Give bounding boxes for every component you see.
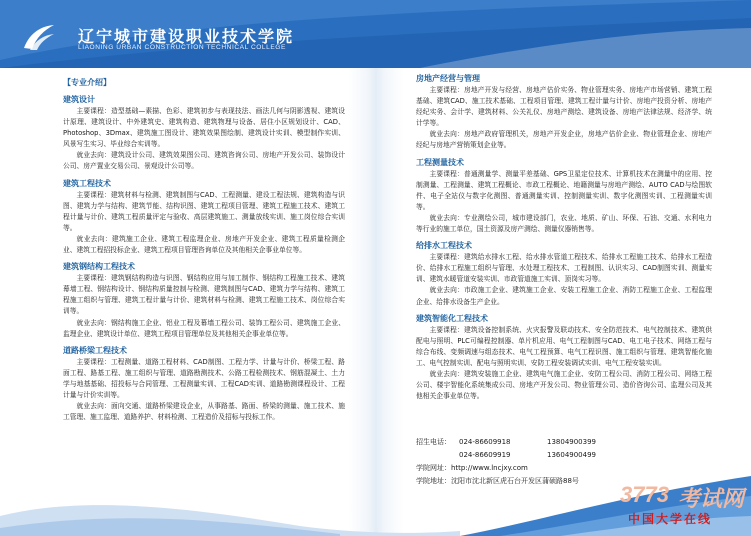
major-courses: 主要课程：普通测量学、测量平差基础、GPS卫星定位技术、计算机技术在测量中的应用、控制测量、工程测量、建筑工程概论、市政工程概论、地籍测量与房地产测绘、AUTO CAD与绘图软件、电子全站仪与数字化测图、普通测量实训、控制测量实训、数字化测图实训、工程测量实训等。 <box>416 169 712 211</box>
major-employment: 就业去向：建筑安装施工企业、建筑电气施工企业、安防工程公司、消防工程公司、网络工程公司、楼宇智能化系统集成公司、房地产开发公司、物业管理公司、造价咨询公司、监理公司及其他相关企事业单位等。 <box>416 369 712 401</box>
website-label: 学院网址： <box>416 464 451 472</box>
major-courses: 主要课程：建筑设备控制系统、火灾报警及联动技术、安全防范技术、电气控制技术、建筑供配电与照明、PLC可编程控制器、单片机应用、电气工程制图与CAD、电工电子技术、网络工程与综合布线、变频调速与组态技术、电气工程预算、电气工程识图、施工组织与管理、建筑智能化施工、电气控制实训、配电与照明实训、安防工程安装调试实训、电气工程安装实训。 <box>416 325 712 367</box>
phone-number: 13804900399 <box>547 438 596 446</box>
major-block <box>63 344 345 424</box>
major-block <box>416 312 712 403</box>
address-value: 沈阳市沈北新区虎石台开发区蒲硕路88号 <box>451 477 579 485</box>
right-column <box>416 70 712 406</box>
major-title: 建筑工程技术 <box>63 178 111 188</box>
phone-number: 13604900499 <box>547 451 596 459</box>
left-column <box>63 76 345 427</box>
major-block <box>416 156 712 236</box>
school-name-english: LIAONING URBAN CONSTRUCTION TECHNICAL COLLEGE <box>78 44 286 51</box>
section-label: 【专业介绍】 <box>63 78 111 87</box>
page-header <box>0 0 751 68</box>
address-label: 学院地址： <box>416 477 451 485</box>
watermark-site: 中国大学在线 <box>628 512 713 526</box>
major-employment: 就业去向：专业测绘公司，城市建设部门，农业、地质、矿山、环保、石油、交通、水利电力等行业的施工单位，国土资源及房产测绘、测量仪器销售等。 <box>416 213 712 234</box>
major-courses: 主要课程：造型基础—素描、色彩、建筑初步与表现技法、画法几何与阴影透视、建筑设计原理、建筑设计、中外建筑史、建筑构造、建筑物理与设备、居住小区规划设计、CAD、Photoshop、3Dmax、建筑施工图设计、建筑效果图绘制、建筑设计实训、模型制作实训、风景写生实习、毕业综合实训等。 <box>63 107 345 149</box>
major-courses: 主要课程：工程测量、道路工程材料、CAD制图、工程力学、计量与计价、桥梁工程、路面工程、路基工程、施工组织与管理、道路勘测技术、公路工程检测技术、钢筋混凝土、土力学与地基基础、招投标与合同管理、工程测量实训、工程CAD实训、道路勘测课程设计、工程计量与计价实训等。 <box>63 357 345 399</box>
contact-info <box>416 436 596 488</box>
major-employment: 就业去向：建筑设计公司、建筑效果图公司、建筑咨询公司、房地产开发公司、装饰设计公司、房产置业交易公司、景观设计公司等。 <box>63 151 345 171</box>
bottom-left-wave <box>0 476 460 536</box>
major-title: 给排水工程技术 <box>416 241 472 251</box>
major-employment: 就业去向：房地产政府管理机关，房地产开发企业，房地产估价企业、物业管理企业、房地产经纪与房地产营销策划企业等。 <box>416 130 712 150</box>
major-employment: 就业去向：钢结构施工企业、铝业工程及幕墙工程公司、装饰工程公司、建筑施工企业、监理企业、建筑设计单位、建筑工程项目管理单位及其他相关企事业单位等。 <box>63 318 345 338</box>
major-block <box>416 239 712 307</box>
major-block <box>63 177 345 257</box>
major-block <box>63 260 345 340</box>
major-employment: 就业去向：面向交通、道路桥梁建设企业，从事路基、路面、桥梁的测量、施工技术、施工管理、施工监理、道路养护、材料检测、工程造价及招标与投标工作。 <box>63 402 345 422</box>
major-title: 道路桥梁工程技术 <box>63 345 127 355</box>
major-title: 建筑智能化工程技术 <box>416 313 488 323</box>
school-name: 辽宁城市建设职业技术学院 <box>78 27 295 46</box>
major-employment: 就业去向：市政施工企业、建筑施工企业、安装工程施工企业、消防工程施工企业、工程监理企业、给排水设备生产企业。 <box>416 286 712 306</box>
major-courses: 主要课程：建筑钢结构构造与识图、钢结构应用与加工制作、钢结构工程施工技术、建筑幕墙工程、钢结构设计、钢结构质量控制与检测、建筑制图与CAD、建筑力学与结构、建筑工程施工组织与管理、建筑工程计量与计价、建筑材料与检测、建筑工程施工技术、岗位综合实训等。 <box>63 274 345 316</box>
major-block <box>416 72 712 152</box>
phone-label: 招生电话： <box>416 438 451 446</box>
phone-number: 024-86609919 <box>459 451 511 459</box>
address-row <box>416 475 596 488</box>
phone-row <box>416 436 596 449</box>
major-title: 建筑钢结构工程技术 <box>63 262 135 272</box>
major-courses: 主要课程：房地产开发与经营、房地产估价实务、物业管理实务、房地产市场营销、建筑工程基础、建筑CAD、施工技术基础、工程项目管理、建筑工程计量与计价、房地产投资分析、房地产经纪实务、会计学、建筑材料、公关礼仪、房地产测绘、建筑设备、房地产法律法规、经济学、统计学等。 <box>416 86 712 128</box>
major-courses: 主要课程：建筑材料与检测、建筑制图与CAD、工程测量、建设工程法规、建筑构造与识图、建筑力学与结构、建筑节能、结构识图、建筑工程项目管理、建筑工程施工技术、建筑工程计量与计价、建筑工程质量评定与验收、高层建筑施工、测量放线实训、施工岗位综合实训等。 <box>63 190 345 232</box>
watermark-text: 考试网 <box>678 487 745 512</box>
major-title: 工程测量技术 <box>416 157 464 167</box>
major-courses: 主要课程：建筑给水排水工程、给水排水管道工程技术、给排水工程施工技术、给排水工程造价、给排水工程施工组织与管理、水处理工程技术、工程制图、认识实习、CAD制图实训、测量实训、建筑水暖管道安装实训、市政管道施工实训、顶岗实习等。 <box>416 253 712 284</box>
major-block <box>63 93 345 173</box>
watermark-number: 3773 <box>620 482 669 507</box>
college-logo-icon <box>22 22 56 52</box>
website-row <box>416 462 596 475</box>
website-link[interactable]: http://www.lncjxy.com <box>451 464 528 472</box>
phone-row <box>416 449 596 462</box>
phone-number: 024-86609918 <box>459 438 511 446</box>
page-fold <box>348 68 404 536</box>
major-title: 建筑设计 <box>63 95 95 104</box>
major-title: 房地产经营与管理 <box>416 74 480 83</box>
major-employment: 就业去向：建筑施工企业、建筑工程监理企业、房地产开发企业、建筑工程质量检测企业、建筑工程招投标企业、建筑工程项目管理咨询单位及其他相关企事业单位等。 <box>63 234 345 255</box>
